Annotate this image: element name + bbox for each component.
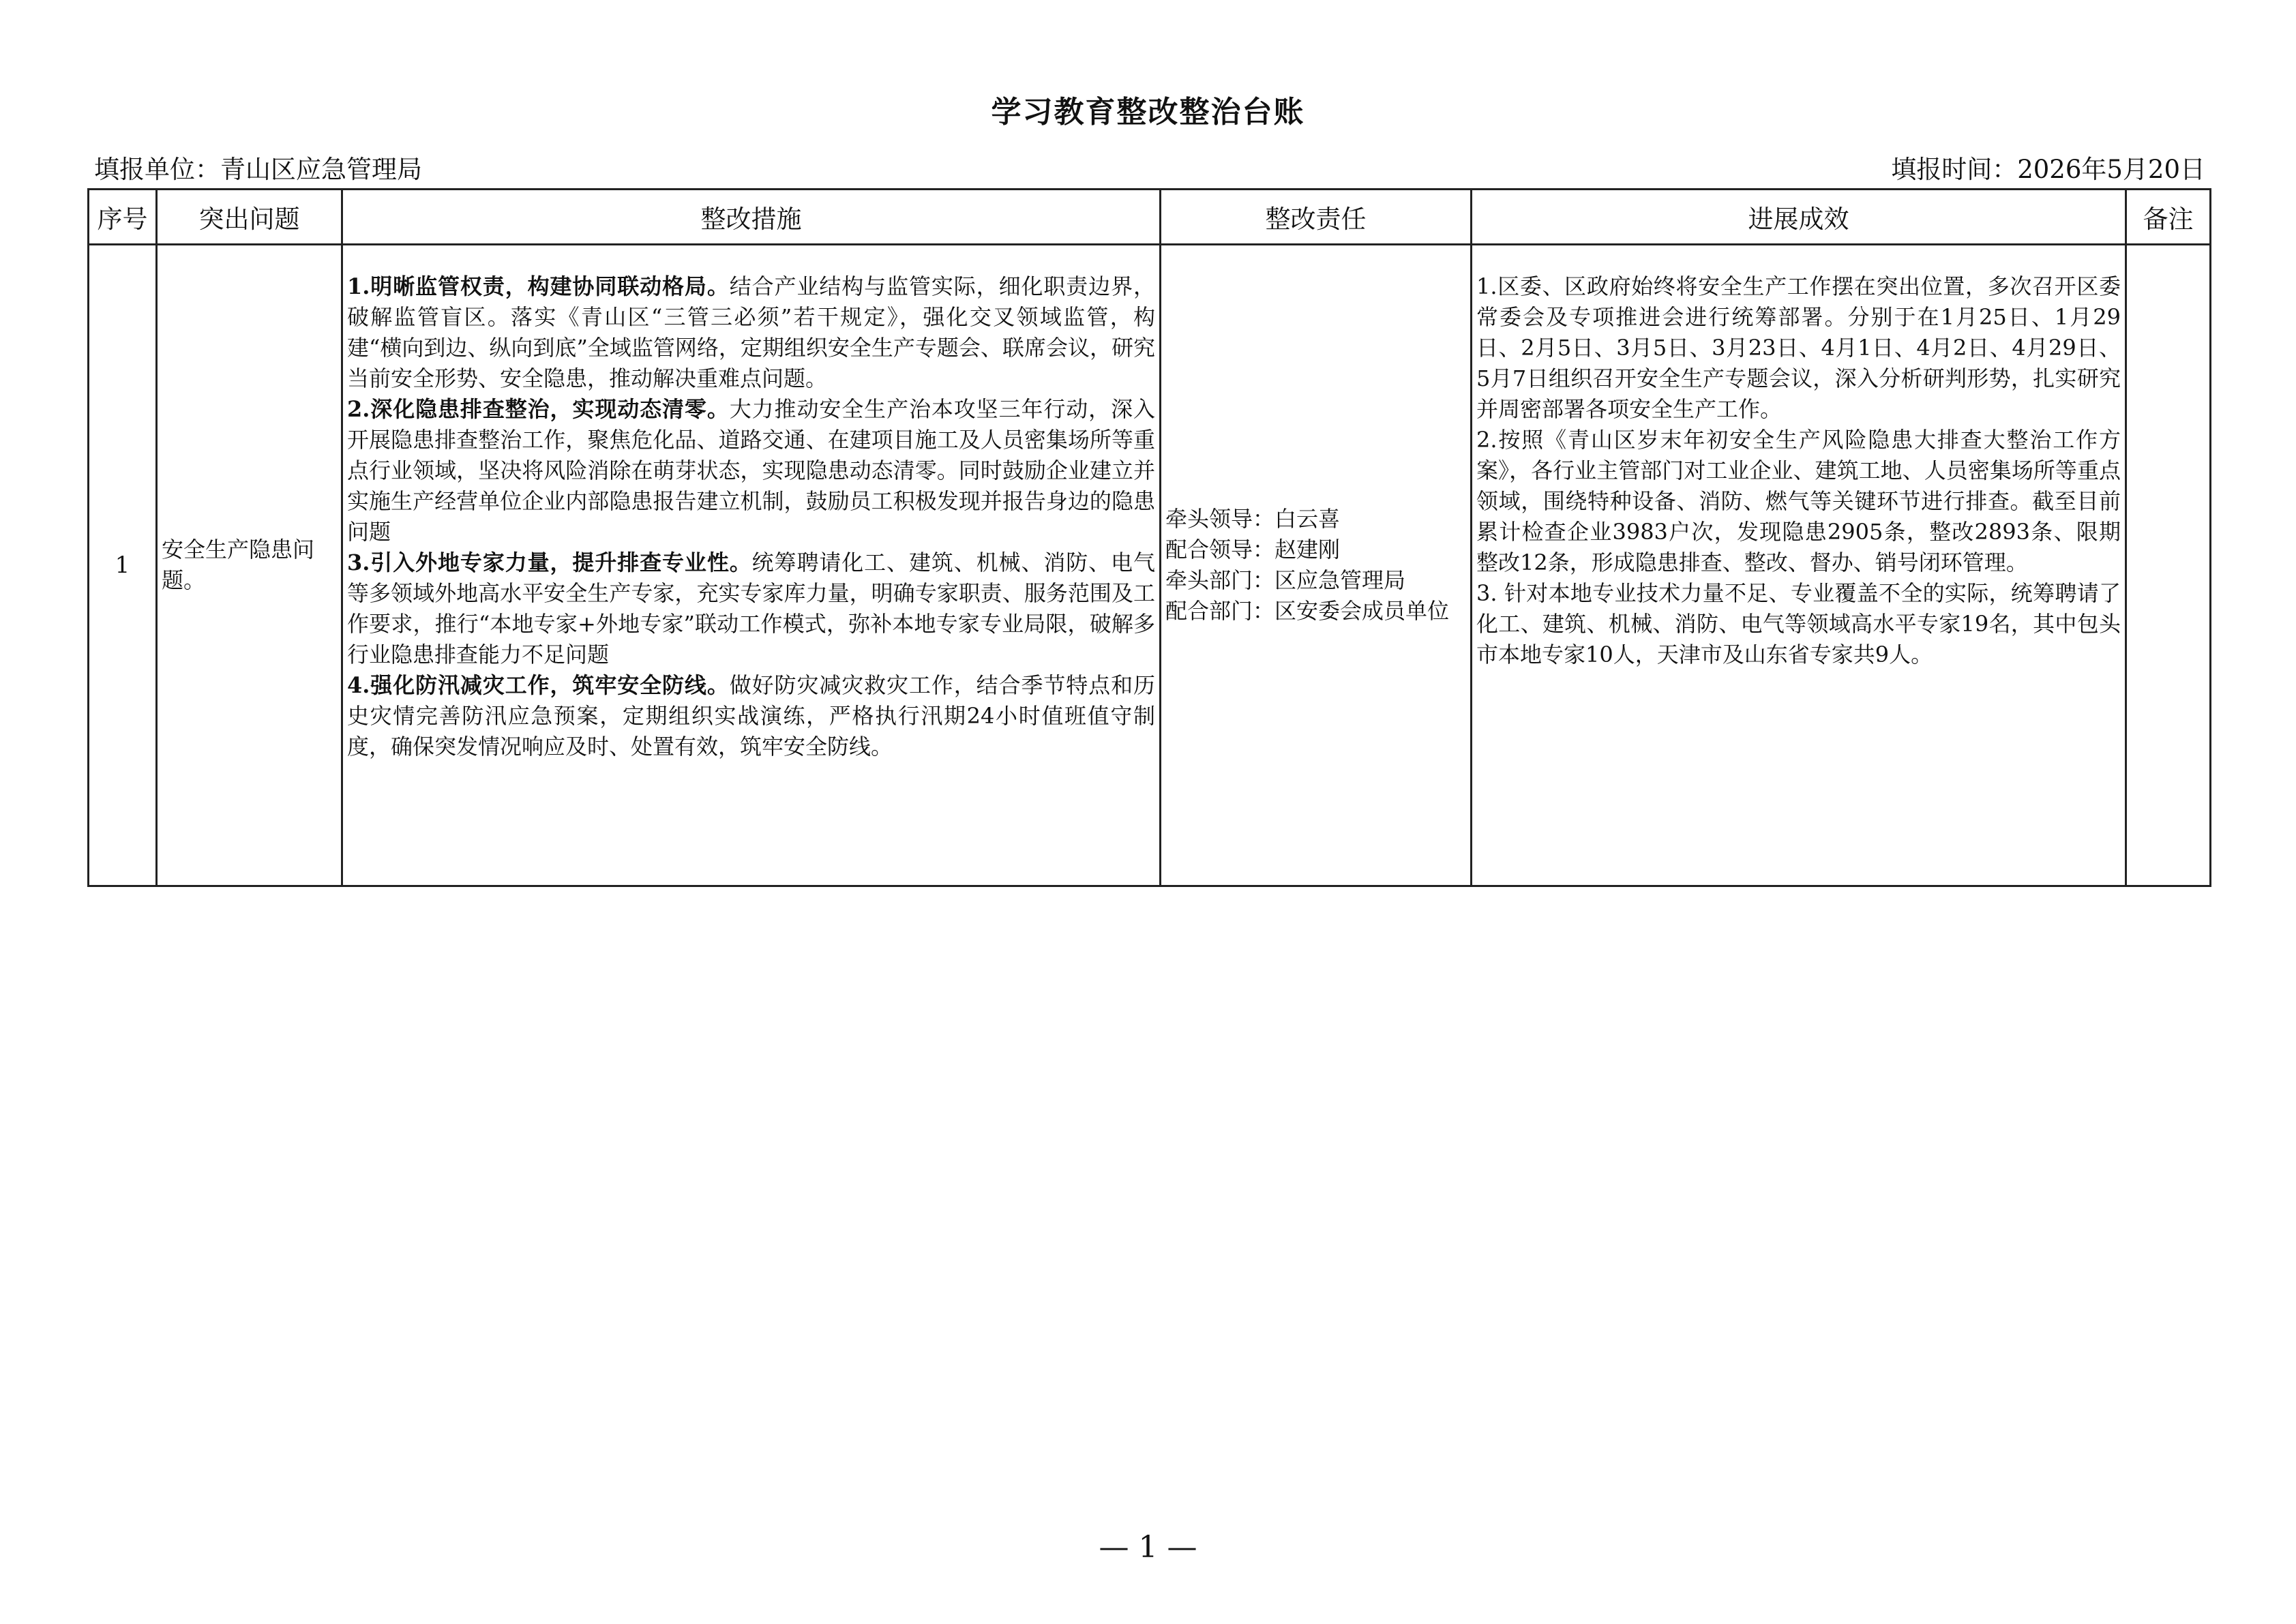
measure-heading: 1.明晰监管权责，构建协同联动格局。 — [347, 273, 730, 299]
reporting-date: 填报时间：2026年5月20日 — [1891, 155, 2205, 184]
table-row — [89, 245, 2211, 886]
cell-measures — [342, 245, 1161, 886]
measure-item — [347, 271, 1155, 394]
measure-item — [347, 547, 1155, 670]
assisting-leader: 配合领导：赵建刚 — [1165, 537, 1341, 562]
cell-num: 1 — [89, 245, 157, 886]
cell-issue: 安全生产隐患问题。 — [157, 245, 342, 886]
document-title: 学习教育整改整治台账 — [991, 95, 1305, 130]
measure-text: 做好防灾减灾救灾工作，结合季节特点和历史灾情完善防汛应急预案，定期组织实战演练，严格执行汛期24小时值班值守制度，确保突发情况响应及时、处置有效，筑牢安全防线。 — [347, 672, 1155, 760]
measure-text: 大力推动安全生产治本攻坚三年行动，深入开展隐患排查整治工作，聚焦危化品、道路交通、在建项目施工及人员密集场所等重点行业领域，坚决将风险消除在萌芽状态，实现隐患动态清零。同时鼓励企业建立并实施生产经营单位企业内部隐患报告建立机制，鼓励员工积极发现并报告身边的隐患问题 — [347, 396, 1155, 545]
measure-heading: 4.强化防汛减灾工作，筑牢安全防线。 — [347, 672, 730, 698]
cell-responsibility — [1161, 245, 1472, 886]
cell-remarks — [2126, 245, 2211, 886]
page-number: — 1 — — [1099, 1530, 1197, 1565]
cell-progress — [1472, 245, 2126, 886]
progress-item: 1.区委、区政府始终将安全生产工作摆在突出位置，多次召开区委常委会及专项推进会进行统筹部署。分别于在1月25日、1月29日、2月5日、3月5日、3月23日、4月1日、4月2日、4月29日、5月7日组织召开安全生产专题会议，深入分析研判形势，扎实研究并周密部署各项安全生产工作。 — [1476, 273, 2121, 422]
measure-item — [347, 670, 1155, 762]
lead-leader: 牵头领导：白云喜 — [1165, 506, 1341, 532]
assisting-department: 配合部门：区安委会成员单位 — [1165, 598, 1450, 624]
reporting-unit: 填报单位：青山区应急管理局 — [94, 155, 422, 184]
progress-item: 2.按照《青山区岁末年初安全生产风险隐患大排查大整治工作方案》，各行业主管部门对工业企业、建筑工地、人员密集场所等重点领域，围绕特种设备、消防、燃气等关键环节进行排查。截至目前累计检查企业3983户次，发现隐患2905条，整改2893条、限期整改12条，形成隐患排查、整改、督办、销号闭环管理。 — [1476, 427, 2121, 575]
rectification-ledger-table — [87, 188, 2211, 887]
header-measures: 整改措施 — [342, 190, 1161, 245]
header-num: 序号 — [89, 190, 157, 245]
measure-heading: 2.深化隐患排查整治，实现动态清零。 — [347, 396, 730, 422]
measure-text: 结合产业结构与监管实际，细化职责边界，破解监管盲区。落实《青山区“三管三必须”若干规定》，强化交叉领域监管，构建“横向到边、纵向到底”全域监管网络，定期组织安全生产专题会、联席会议，研究当前安全形势、安全隐患，推动解决重难点问题。 — [347, 273, 1155, 391]
measure-heading: 3.引入外地专家力量，提升排查专业性。 — [347, 550, 752, 575]
header-issue: 突出问题 — [157, 190, 342, 245]
header-progress: 进展成效 — [1472, 190, 2126, 245]
measure-text: 统筹聘请化工、建筑、机械、消防、电气等多领域外地高水平安全生产专家，充实专家库力量，明确专家职责、服务范围及工作要求，推行“本地专家+外地专家”联动工作模式，弥补本地专家专业局限，破解多行业隐患排查能力不足问题 — [347, 550, 1155, 667]
header-responsibility: 整改责任 — [1161, 190, 1472, 245]
lead-department: 牵头部门：区应急管理局 — [1165, 567, 1406, 593]
measure-item — [347, 394, 1155, 547]
header-remarks: 备注 — [2126, 190, 2211, 245]
progress-item: 3. 针对本地专业技术力量不足、专业覆盖不全的实际，统筹聘请了化工、建筑、机械、消防、电气等领域高水平专家19名，其中包头市本地专家10人，天津市及山东省专家共9人。 — [1476, 580, 2121, 667]
table-header-row — [89, 190, 2211, 245]
